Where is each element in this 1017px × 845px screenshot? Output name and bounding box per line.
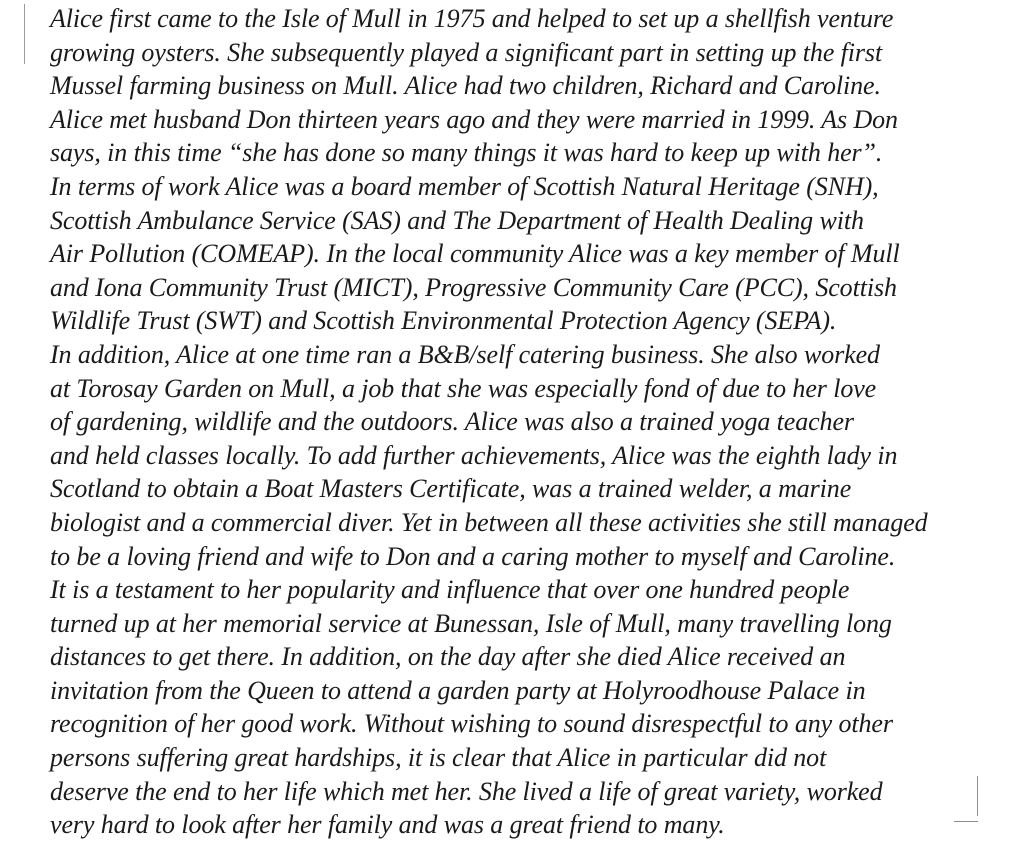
- crop-mark-vertical: [977, 776, 978, 816]
- text-line: very hard to look after her family and was a great friend to many.: [50, 810, 725, 840]
- text-line: of gardening, wildlife and the outdoors. Alice was also a trained yoga teacher: [50, 407, 854, 437]
- text-line: Wildlife Trust (SWT) and Scottish Environmental Protection Agency (SEPA).: [50, 306, 837, 336]
- text-line: recognition of her good work. Without wishing to sound disrespectful to any other: [50, 709, 893, 739]
- text-line: at Torosay Garden on Mull, a job that she was especially fond of due to her love: [50, 373, 877, 403]
- text-line: In terms of work Alice was a board member of Scottish Natural Heritage (SNH),: [50, 171, 879, 201]
- text-line: turned up at her memorial service at Bunessan, Isle of Mull, many travelling long: [50, 608, 892, 638]
- text-line: says, in this time “she has done so many things it was hard to keep up with her”.: [50, 138, 883, 168]
- text-block: [50, 2, 1010, 842]
- text-line: Alice met husband Don thirteen years ago and they were married in 1999. As Don: [50, 104, 898, 134]
- text-line: Air Pollution (COMEAP). In the local community Alice was a key member of Mull: [50, 239, 900, 269]
- text-line: to be a loving friend and wife to Don and a caring mother to myself and Caroline.: [50, 541, 896, 571]
- text-line: Mussel farming business on Mull. Alice had two children, Richard and Caroline.: [50, 71, 881, 101]
- text-line: Scottish Ambulance Service (SAS) and The Department of Health Dealing with: [50, 205, 864, 235]
- text-line: invitation from the Queen to attend a garden party at Holyroodhouse Palace in: [50, 675, 866, 705]
- text-line: and held classes locally. To add further achievements, Alice was the eighth lady in: [50, 440, 898, 470]
- text-line: distances to get there. In addition, on the day after she died Alice received an: [50, 642, 846, 672]
- left-margin-mark: [24, 4, 25, 64]
- text-line: Scotland to obtain a Boat Masters Certificate, was a trained welder, a marine: [50, 474, 852, 504]
- text-line: deserve the end to her life which met her. She lived a life of great variety, worked: [50, 776, 883, 806]
- text-line: In addition, Alice at one time ran a B&B/self catering business. She also worked: [50, 339, 880, 369]
- text-line: It is a testament to her popularity and influence that over one hundred people: [50, 575, 850, 605]
- text-line: biologist and a commercial diver. Yet in between all these activities she still managed: [50, 507, 928, 537]
- text-line: growing oysters. She subsequently played a significant part in setting up the first: [50, 37, 883, 67]
- cut-off-next-line: [50, 838, 980, 845]
- crop-mark-horizontal: [954, 821, 978, 822]
- text-line: and Iona Community Trust (MICT), Progressive Community Care (PCC), Scottish: [50, 272, 897, 302]
- text-line: Alice first came to the Isle of Mull in 1975 and helped to set up a shellfish venture: [50, 4, 894, 33]
- text-line: persons suffering great hardships, it is clear that Alice in particular did not: [50, 743, 827, 773]
